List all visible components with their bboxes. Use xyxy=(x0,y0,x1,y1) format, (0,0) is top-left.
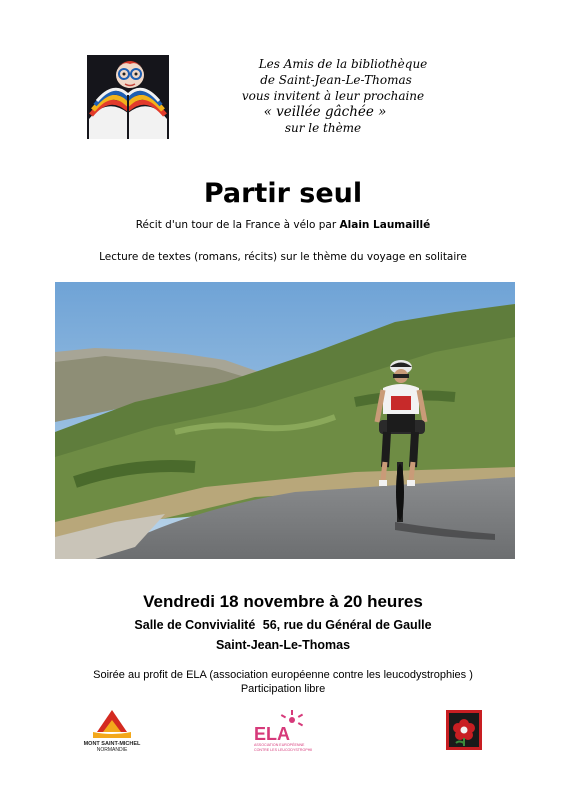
invitation-line: de Saint-Jean-Le-Thomas xyxy=(260,73,412,87)
invitation-text xyxy=(228,56,458,136)
venue-name: Salle de Convivialité xyxy=(134,618,256,632)
event-town: Saint-Jean-Le-Thomas xyxy=(215,638,351,652)
ela-tagline-2: CONTRE LES LEUCODYSTROPHIES xyxy=(254,748,312,752)
event-date: Vendredi 18 novembre à 20 heures xyxy=(143,592,423,611)
benefit-line: Soirée au profit de ELA (association européenne contre les leucodystrophies ) xyxy=(93,669,473,681)
invitation-line: vous invitent à leur prochaine xyxy=(241,89,425,103)
invitation-line: Les Amis de la bibliothèque xyxy=(258,57,428,71)
event-subtitle xyxy=(0,219,566,231)
event-venue xyxy=(0,618,566,632)
ela-logo xyxy=(252,710,312,752)
invitation-line: « veillée gâchée » xyxy=(263,104,387,120)
benefit-info xyxy=(0,668,566,696)
author-name: Alain Laumaillé xyxy=(339,219,431,231)
ela-wordmark: ELA xyxy=(254,724,290,744)
ela-tagline-1: ASSOCIATION EUROPÉENNE xyxy=(254,743,305,747)
subtitle-text: Récit d'un tour de la France à vélo par xyxy=(135,219,337,231)
venue-address: 56, rue du Général de Gaulle xyxy=(262,618,432,632)
flower-logo xyxy=(446,710,482,750)
participation-line: Participation libre xyxy=(240,683,326,695)
msm-line2: NORMANDIE xyxy=(96,747,128,753)
mont-saint-michel-logo xyxy=(83,708,141,754)
invitation-line: sur le thème xyxy=(284,121,362,135)
reading-description: Lecture de textes (romans, récits) sur le thème du voyage en solitaire xyxy=(99,251,467,263)
msm-line1: MONT SAINT-MICHEL xyxy=(83,741,141,747)
event-title: Partir seul xyxy=(203,178,363,209)
library-logo xyxy=(87,55,169,139)
cyclist-photo xyxy=(55,282,515,559)
